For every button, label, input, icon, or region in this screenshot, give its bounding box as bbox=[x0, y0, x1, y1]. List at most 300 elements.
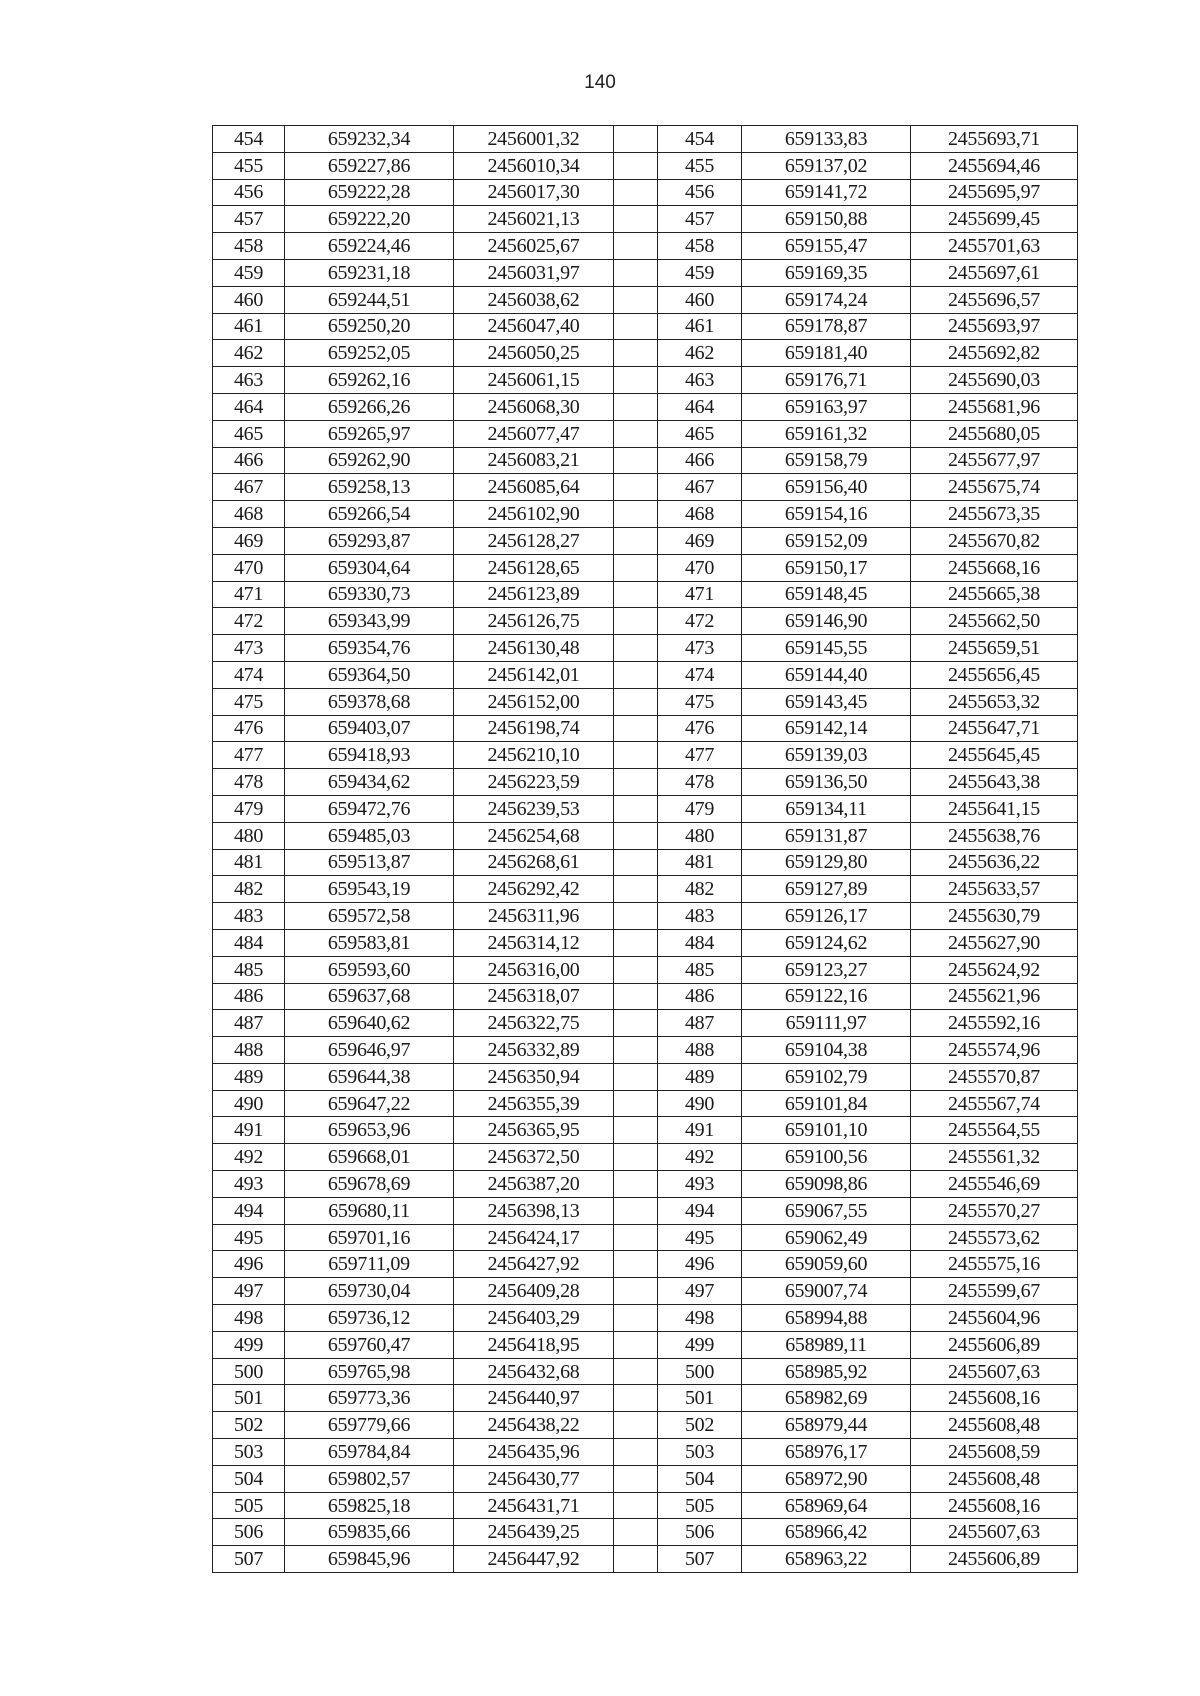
left-y-coordinate: 2456387,20 bbox=[454, 1171, 614, 1198]
right-x-coordinate: 659161,32 bbox=[742, 420, 911, 447]
right-point-number: 481 bbox=[658, 849, 742, 876]
left-y-coordinate: 2456031,97 bbox=[454, 259, 614, 286]
right-x-coordinate: 659100,56 bbox=[742, 1144, 911, 1171]
right-y-coordinate: 2455607,63 bbox=[911, 1358, 1078, 1385]
left-y-coordinate: 2456447,92 bbox=[454, 1546, 614, 1573]
left-y-coordinate: 2456398,13 bbox=[454, 1197, 614, 1224]
table-row bbox=[213, 179, 1078, 206]
table-row bbox=[213, 956, 1078, 983]
right-point-number: 463 bbox=[658, 367, 742, 394]
table-row bbox=[213, 876, 1078, 903]
right-point-number: 456 bbox=[658, 179, 742, 206]
spacer-cell bbox=[614, 420, 658, 447]
right-y-coordinate: 2455608,16 bbox=[911, 1385, 1078, 1412]
right-point-number: 471 bbox=[658, 581, 742, 608]
right-y-coordinate: 2455627,90 bbox=[911, 929, 1078, 956]
left-x-coordinate: 659701,16 bbox=[285, 1224, 454, 1251]
right-x-coordinate: 658979,44 bbox=[742, 1412, 911, 1439]
table-row bbox=[213, 1117, 1078, 1144]
right-point-number: 473 bbox=[658, 635, 742, 662]
left-y-coordinate: 2456061,15 bbox=[454, 367, 614, 394]
left-point-number: 477 bbox=[213, 742, 285, 769]
right-x-coordinate: 659163,97 bbox=[742, 393, 911, 420]
right-y-coordinate: 2455621,96 bbox=[911, 983, 1078, 1010]
table-row bbox=[213, 822, 1078, 849]
left-x-coordinate: 659730,04 bbox=[285, 1278, 454, 1305]
table-row bbox=[213, 1171, 1078, 1198]
right-y-coordinate: 2455633,57 bbox=[911, 876, 1078, 903]
right-y-coordinate: 2455570,27 bbox=[911, 1197, 1078, 1224]
right-point-number: 507 bbox=[658, 1546, 742, 1573]
left-point-number: 502 bbox=[213, 1412, 285, 1439]
left-x-coordinate: 659258,13 bbox=[285, 474, 454, 501]
left-point-number: 466 bbox=[213, 447, 285, 474]
left-point-number: 492 bbox=[213, 1144, 285, 1171]
right-point-number: 475 bbox=[658, 688, 742, 715]
left-x-coordinate: 659485,03 bbox=[285, 822, 454, 849]
left-x-coordinate: 659293,87 bbox=[285, 527, 454, 554]
right-x-coordinate: 659146,90 bbox=[742, 608, 911, 635]
spacer-cell bbox=[614, 769, 658, 796]
right-y-coordinate: 2455659,51 bbox=[911, 635, 1078, 662]
left-point-number: 471 bbox=[213, 581, 285, 608]
right-y-coordinate: 2455574,96 bbox=[911, 1037, 1078, 1064]
table-row bbox=[213, 206, 1078, 233]
right-x-coordinate: 659144,40 bbox=[742, 661, 911, 688]
right-x-coordinate: 659127,89 bbox=[742, 876, 911, 903]
left-point-number: 489 bbox=[213, 1063, 285, 1090]
spacer-cell bbox=[614, 1278, 658, 1305]
spacer-cell bbox=[614, 1090, 658, 1117]
left-x-coordinate: 659773,36 bbox=[285, 1385, 454, 1412]
spacer-cell bbox=[614, 1037, 658, 1064]
left-x-coordinate: 659513,87 bbox=[285, 849, 454, 876]
right-x-coordinate: 659123,27 bbox=[742, 956, 911, 983]
right-y-coordinate: 2455675,74 bbox=[911, 474, 1078, 501]
left-point-number: 461 bbox=[213, 313, 285, 340]
right-point-number: 505 bbox=[658, 1492, 742, 1519]
right-point-number: 465 bbox=[658, 420, 742, 447]
right-y-coordinate: 2455697,61 bbox=[911, 259, 1078, 286]
spacer-cell bbox=[614, 1546, 658, 1573]
left-point-number: 462 bbox=[213, 340, 285, 367]
right-y-coordinate: 2455573,62 bbox=[911, 1224, 1078, 1251]
table-row bbox=[213, 769, 1078, 796]
left-y-coordinate: 2456142,01 bbox=[454, 661, 614, 688]
right-point-number: 454 bbox=[658, 126, 742, 153]
right-y-coordinate: 2455680,05 bbox=[911, 420, 1078, 447]
left-point-number: 499 bbox=[213, 1331, 285, 1358]
right-x-coordinate: 658972,90 bbox=[742, 1465, 911, 1492]
spacer-cell bbox=[614, 1492, 658, 1519]
right-y-coordinate: 2455692,82 bbox=[911, 340, 1078, 367]
right-y-coordinate: 2455608,59 bbox=[911, 1439, 1078, 1466]
table-row bbox=[213, 1331, 1078, 1358]
left-y-coordinate: 2456409,28 bbox=[454, 1278, 614, 1305]
left-point-number: 486 bbox=[213, 983, 285, 1010]
left-x-coordinate: 659472,76 bbox=[285, 795, 454, 822]
table-row bbox=[213, 635, 1078, 662]
right-y-coordinate: 2455670,82 bbox=[911, 527, 1078, 554]
table-row bbox=[213, 661, 1078, 688]
right-y-coordinate: 2455575,16 bbox=[911, 1251, 1078, 1278]
spacer-cell bbox=[614, 1519, 658, 1546]
left-x-coordinate: 659637,68 bbox=[285, 983, 454, 1010]
left-x-coordinate: 659222,20 bbox=[285, 206, 454, 233]
left-point-number: 464 bbox=[213, 393, 285, 420]
right-point-number: 466 bbox=[658, 447, 742, 474]
table-row bbox=[213, 742, 1078, 769]
spacer-cell bbox=[614, 1331, 658, 1358]
left-x-coordinate: 659224,46 bbox=[285, 233, 454, 260]
table-row bbox=[213, 1546, 1078, 1573]
spacer-cell bbox=[614, 822, 658, 849]
table-body bbox=[213, 126, 1078, 1573]
spacer-cell bbox=[614, 1305, 658, 1332]
right-x-coordinate: 659111,97 bbox=[742, 1010, 911, 1037]
right-x-coordinate: 659174,24 bbox=[742, 286, 911, 313]
right-x-coordinate: 658966,42 bbox=[742, 1519, 911, 1546]
left-x-coordinate: 659330,73 bbox=[285, 581, 454, 608]
spacer-cell bbox=[614, 286, 658, 313]
spacer-cell bbox=[614, 340, 658, 367]
spacer-cell bbox=[614, 929, 658, 956]
left-x-coordinate: 659647,22 bbox=[285, 1090, 454, 1117]
left-y-coordinate: 2456038,62 bbox=[454, 286, 614, 313]
left-y-coordinate: 2456350,94 bbox=[454, 1063, 614, 1090]
spacer-cell bbox=[614, 313, 658, 340]
spacer-cell bbox=[614, 1465, 658, 1492]
left-point-number: 473 bbox=[213, 635, 285, 662]
table-row bbox=[213, 233, 1078, 260]
spacer-cell bbox=[614, 1144, 658, 1171]
left-x-coordinate: 659231,18 bbox=[285, 259, 454, 286]
right-x-coordinate: 659104,38 bbox=[742, 1037, 911, 1064]
spacer-cell bbox=[614, 661, 658, 688]
right-point-number: 459 bbox=[658, 259, 742, 286]
right-point-number: 476 bbox=[658, 715, 742, 742]
left-x-coordinate: 659403,07 bbox=[285, 715, 454, 742]
right-y-coordinate: 2455599,67 bbox=[911, 1278, 1078, 1305]
spacer-cell bbox=[614, 1063, 658, 1090]
left-y-coordinate: 2456102,90 bbox=[454, 501, 614, 528]
spacer-cell bbox=[614, 1171, 658, 1198]
left-y-coordinate: 2456130,48 bbox=[454, 635, 614, 662]
right-x-coordinate: 659158,79 bbox=[742, 447, 911, 474]
right-y-coordinate: 2455677,97 bbox=[911, 447, 1078, 474]
left-point-number: 484 bbox=[213, 929, 285, 956]
left-x-coordinate: 659266,26 bbox=[285, 393, 454, 420]
spacer-cell bbox=[614, 876, 658, 903]
right-x-coordinate: 659122,16 bbox=[742, 983, 911, 1010]
right-y-coordinate: 2455645,45 bbox=[911, 742, 1078, 769]
spacer-cell bbox=[614, 152, 658, 179]
left-x-coordinate: 659250,20 bbox=[285, 313, 454, 340]
left-point-number: 500 bbox=[213, 1358, 285, 1385]
left-y-coordinate: 2456440,97 bbox=[454, 1385, 614, 1412]
table-row bbox=[213, 340, 1078, 367]
left-point-number: 497 bbox=[213, 1278, 285, 1305]
right-x-coordinate: 659141,72 bbox=[742, 179, 911, 206]
right-x-coordinate: 658963,22 bbox=[742, 1546, 911, 1573]
left-point-number: 493 bbox=[213, 1171, 285, 1198]
left-y-coordinate: 2456311,96 bbox=[454, 903, 614, 930]
right-x-coordinate: 659176,71 bbox=[742, 367, 911, 394]
right-y-coordinate: 2455592,16 bbox=[911, 1010, 1078, 1037]
right-x-coordinate: 659181,40 bbox=[742, 340, 911, 367]
left-x-coordinate: 659434,62 bbox=[285, 769, 454, 796]
left-x-coordinate: 659364,50 bbox=[285, 661, 454, 688]
left-x-coordinate: 659765,98 bbox=[285, 1358, 454, 1385]
left-y-coordinate: 2456152,00 bbox=[454, 688, 614, 715]
left-y-coordinate: 2456365,95 bbox=[454, 1117, 614, 1144]
right-y-coordinate: 2455695,97 bbox=[911, 179, 1078, 206]
left-x-coordinate: 659252,05 bbox=[285, 340, 454, 367]
table-row bbox=[213, 688, 1078, 715]
right-x-coordinate: 659133,83 bbox=[742, 126, 911, 153]
spacer-cell bbox=[614, 233, 658, 260]
left-y-coordinate: 2456010,34 bbox=[454, 152, 614, 179]
left-y-coordinate: 2456239,53 bbox=[454, 795, 614, 822]
right-y-coordinate: 2455690,03 bbox=[911, 367, 1078, 394]
table-row bbox=[213, 903, 1078, 930]
right-point-number: 480 bbox=[658, 822, 742, 849]
table-row bbox=[213, 1251, 1078, 1278]
right-y-coordinate: 2455608,48 bbox=[911, 1465, 1078, 1492]
left-x-coordinate: 659304,64 bbox=[285, 554, 454, 581]
left-point-number: 507 bbox=[213, 1546, 285, 1573]
left-point-number: 482 bbox=[213, 876, 285, 903]
right-point-number: 500 bbox=[658, 1358, 742, 1385]
right-y-coordinate: 2455624,92 bbox=[911, 956, 1078, 983]
table-row bbox=[213, 313, 1078, 340]
table-row bbox=[213, 581, 1078, 608]
left-x-coordinate: 659736,12 bbox=[285, 1305, 454, 1332]
left-x-coordinate: 659845,96 bbox=[285, 1546, 454, 1573]
left-point-number: 483 bbox=[213, 903, 285, 930]
left-y-coordinate: 2456332,89 bbox=[454, 1037, 614, 1064]
spacer-cell bbox=[614, 206, 658, 233]
right-x-coordinate: 659059,60 bbox=[742, 1251, 911, 1278]
left-x-coordinate: 659779,66 bbox=[285, 1412, 454, 1439]
spacer-cell bbox=[614, 795, 658, 822]
table-row bbox=[213, 849, 1078, 876]
left-x-coordinate: 659668,01 bbox=[285, 1144, 454, 1171]
right-y-coordinate: 2455570,87 bbox=[911, 1063, 1078, 1090]
spacer-cell bbox=[614, 1439, 658, 1466]
left-point-number: 494 bbox=[213, 1197, 285, 1224]
table-row bbox=[213, 554, 1078, 581]
table-row bbox=[213, 420, 1078, 447]
left-point-number: 472 bbox=[213, 608, 285, 635]
left-x-coordinate: 659232,34 bbox=[285, 126, 454, 153]
spacer-cell bbox=[614, 1117, 658, 1144]
left-y-coordinate: 2456316,00 bbox=[454, 956, 614, 983]
left-point-number: 457 bbox=[213, 206, 285, 233]
right-x-coordinate: 659178,87 bbox=[742, 313, 911, 340]
left-x-coordinate: 659680,11 bbox=[285, 1197, 454, 1224]
left-point-number: 454 bbox=[213, 126, 285, 153]
spacer-cell bbox=[614, 1412, 658, 1439]
table-row bbox=[213, 715, 1078, 742]
table-row bbox=[213, 1439, 1078, 1466]
right-y-coordinate: 2455693,97 bbox=[911, 313, 1078, 340]
left-y-coordinate: 2456128,27 bbox=[454, 527, 614, 554]
spacer-cell bbox=[614, 635, 658, 662]
spacer-cell bbox=[614, 126, 658, 153]
right-y-coordinate: 2455608,48 bbox=[911, 1412, 1078, 1439]
right-point-number: 474 bbox=[658, 661, 742, 688]
left-x-coordinate: 659802,57 bbox=[285, 1465, 454, 1492]
left-y-coordinate: 2456439,25 bbox=[454, 1519, 614, 1546]
left-point-number: 490 bbox=[213, 1090, 285, 1117]
left-y-coordinate: 2456077,47 bbox=[454, 420, 614, 447]
spacer-cell bbox=[614, 1385, 658, 1412]
left-y-coordinate: 2456424,17 bbox=[454, 1224, 614, 1251]
right-y-coordinate: 2455673,35 bbox=[911, 501, 1078, 528]
left-y-coordinate: 2456210,10 bbox=[454, 742, 614, 769]
left-point-number: 463 bbox=[213, 367, 285, 394]
page-number: 140 bbox=[584, 72, 616, 93]
left-point-number: 491 bbox=[213, 1117, 285, 1144]
right-y-coordinate: 2455638,76 bbox=[911, 822, 1078, 849]
table-row bbox=[213, 1090, 1078, 1117]
table-row bbox=[213, 1385, 1078, 1412]
table-row bbox=[213, 1197, 1078, 1224]
left-point-number: 505 bbox=[213, 1492, 285, 1519]
right-point-number: 497 bbox=[658, 1278, 742, 1305]
left-point-number: 459 bbox=[213, 259, 285, 286]
left-y-coordinate: 2456047,40 bbox=[454, 313, 614, 340]
right-point-number: 482 bbox=[658, 876, 742, 903]
table-row bbox=[213, 1037, 1078, 1064]
left-y-coordinate: 2456268,61 bbox=[454, 849, 614, 876]
left-y-coordinate: 2456432,68 bbox=[454, 1358, 614, 1385]
right-y-coordinate: 2455699,45 bbox=[911, 206, 1078, 233]
table-row bbox=[213, 795, 1078, 822]
spacer-cell bbox=[614, 1010, 658, 1037]
left-point-number: 501 bbox=[213, 1385, 285, 1412]
spacer-cell bbox=[614, 554, 658, 581]
right-x-coordinate: 659142,14 bbox=[742, 715, 911, 742]
right-y-coordinate: 2455653,32 bbox=[911, 688, 1078, 715]
spacer-cell bbox=[614, 1224, 658, 1251]
right-x-coordinate: 659143,45 bbox=[742, 688, 911, 715]
left-point-number: 469 bbox=[213, 527, 285, 554]
left-point-number: 480 bbox=[213, 822, 285, 849]
left-point-number: 496 bbox=[213, 1251, 285, 1278]
right-x-coordinate: 659131,87 bbox=[742, 822, 911, 849]
right-point-number: 472 bbox=[658, 608, 742, 635]
left-point-number: 476 bbox=[213, 715, 285, 742]
table-row bbox=[213, 1305, 1078, 1332]
right-x-coordinate: 659169,35 bbox=[742, 259, 911, 286]
right-y-coordinate: 2455665,38 bbox=[911, 581, 1078, 608]
left-y-coordinate: 2456021,13 bbox=[454, 206, 614, 233]
right-x-coordinate: 659126,17 bbox=[742, 903, 911, 930]
spacer-cell bbox=[614, 715, 658, 742]
right-x-coordinate: 658994,88 bbox=[742, 1305, 911, 1332]
left-y-coordinate: 2456435,96 bbox=[454, 1439, 614, 1466]
left-y-coordinate: 2456050,25 bbox=[454, 340, 614, 367]
right-y-coordinate: 2455546,69 bbox=[911, 1171, 1078, 1198]
spacer-cell bbox=[614, 956, 658, 983]
right-y-coordinate: 2455643,38 bbox=[911, 769, 1078, 796]
right-x-coordinate: 658982,69 bbox=[742, 1385, 911, 1412]
table-row bbox=[213, 1492, 1078, 1519]
right-x-coordinate: 659156,40 bbox=[742, 474, 911, 501]
right-x-coordinate: 659150,17 bbox=[742, 554, 911, 581]
spacer-cell bbox=[614, 581, 658, 608]
right-point-number: 504 bbox=[658, 1465, 742, 1492]
right-x-coordinate: 659139,03 bbox=[742, 742, 911, 769]
table-row bbox=[213, 286, 1078, 313]
right-y-coordinate: 2455656,45 bbox=[911, 661, 1078, 688]
right-point-number: 499 bbox=[658, 1331, 742, 1358]
spacer-cell bbox=[614, 393, 658, 420]
right-point-number: 492 bbox=[658, 1144, 742, 1171]
left-point-number: 460 bbox=[213, 286, 285, 313]
right-point-number: 457 bbox=[658, 206, 742, 233]
left-y-coordinate: 2456322,75 bbox=[454, 1010, 614, 1037]
right-x-coordinate: 659155,47 bbox=[742, 233, 911, 260]
spacer-cell bbox=[614, 1358, 658, 1385]
right-y-coordinate: 2455694,46 bbox=[911, 152, 1078, 179]
right-point-number: 467 bbox=[658, 474, 742, 501]
right-y-coordinate: 2455681,96 bbox=[911, 393, 1078, 420]
left-x-coordinate: 659222,28 bbox=[285, 179, 454, 206]
left-x-coordinate: 659262,90 bbox=[285, 447, 454, 474]
left-y-coordinate: 2456223,59 bbox=[454, 769, 614, 796]
left-point-number: 470 bbox=[213, 554, 285, 581]
left-x-coordinate: 659640,62 bbox=[285, 1010, 454, 1037]
table-row bbox=[213, 983, 1078, 1010]
right-point-number: 455 bbox=[658, 152, 742, 179]
table-row bbox=[213, 1278, 1078, 1305]
table-row bbox=[213, 1063, 1078, 1090]
right-point-number: 490 bbox=[658, 1090, 742, 1117]
right-point-number: 477 bbox=[658, 742, 742, 769]
right-point-number: 491 bbox=[658, 1117, 742, 1144]
right-point-number: 479 bbox=[658, 795, 742, 822]
left-point-number: 455 bbox=[213, 152, 285, 179]
left-y-coordinate: 2456430,77 bbox=[454, 1465, 614, 1492]
right-x-coordinate: 659101,84 bbox=[742, 1090, 911, 1117]
left-x-coordinate: 659418,93 bbox=[285, 742, 454, 769]
left-y-coordinate: 2456068,30 bbox=[454, 393, 614, 420]
table-row bbox=[213, 1465, 1078, 1492]
table-row bbox=[213, 929, 1078, 956]
right-x-coordinate: 658989,11 bbox=[742, 1331, 911, 1358]
left-x-coordinate: 659711,09 bbox=[285, 1251, 454, 1278]
left-y-coordinate: 2456438,22 bbox=[454, 1412, 614, 1439]
right-y-coordinate: 2455604,96 bbox=[911, 1305, 1078, 1332]
left-y-coordinate: 2456372,50 bbox=[454, 1144, 614, 1171]
right-point-number: 486 bbox=[658, 983, 742, 1010]
spacer-cell bbox=[614, 688, 658, 715]
table-row bbox=[213, 393, 1078, 420]
right-point-number: 483 bbox=[658, 903, 742, 930]
left-x-coordinate: 659678,69 bbox=[285, 1171, 454, 1198]
spacer-cell bbox=[614, 447, 658, 474]
coordinates-table bbox=[212, 125, 1078, 1573]
left-point-number: 465 bbox=[213, 420, 285, 447]
left-y-coordinate: 2456083,21 bbox=[454, 447, 614, 474]
spacer-cell bbox=[614, 501, 658, 528]
right-point-number: 493 bbox=[658, 1171, 742, 1198]
left-y-coordinate: 2456403,29 bbox=[454, 1305, 614, 1332]
right-y-coordinate: 2455607,63 bbox=[911, 1519, 1078, 1546]
